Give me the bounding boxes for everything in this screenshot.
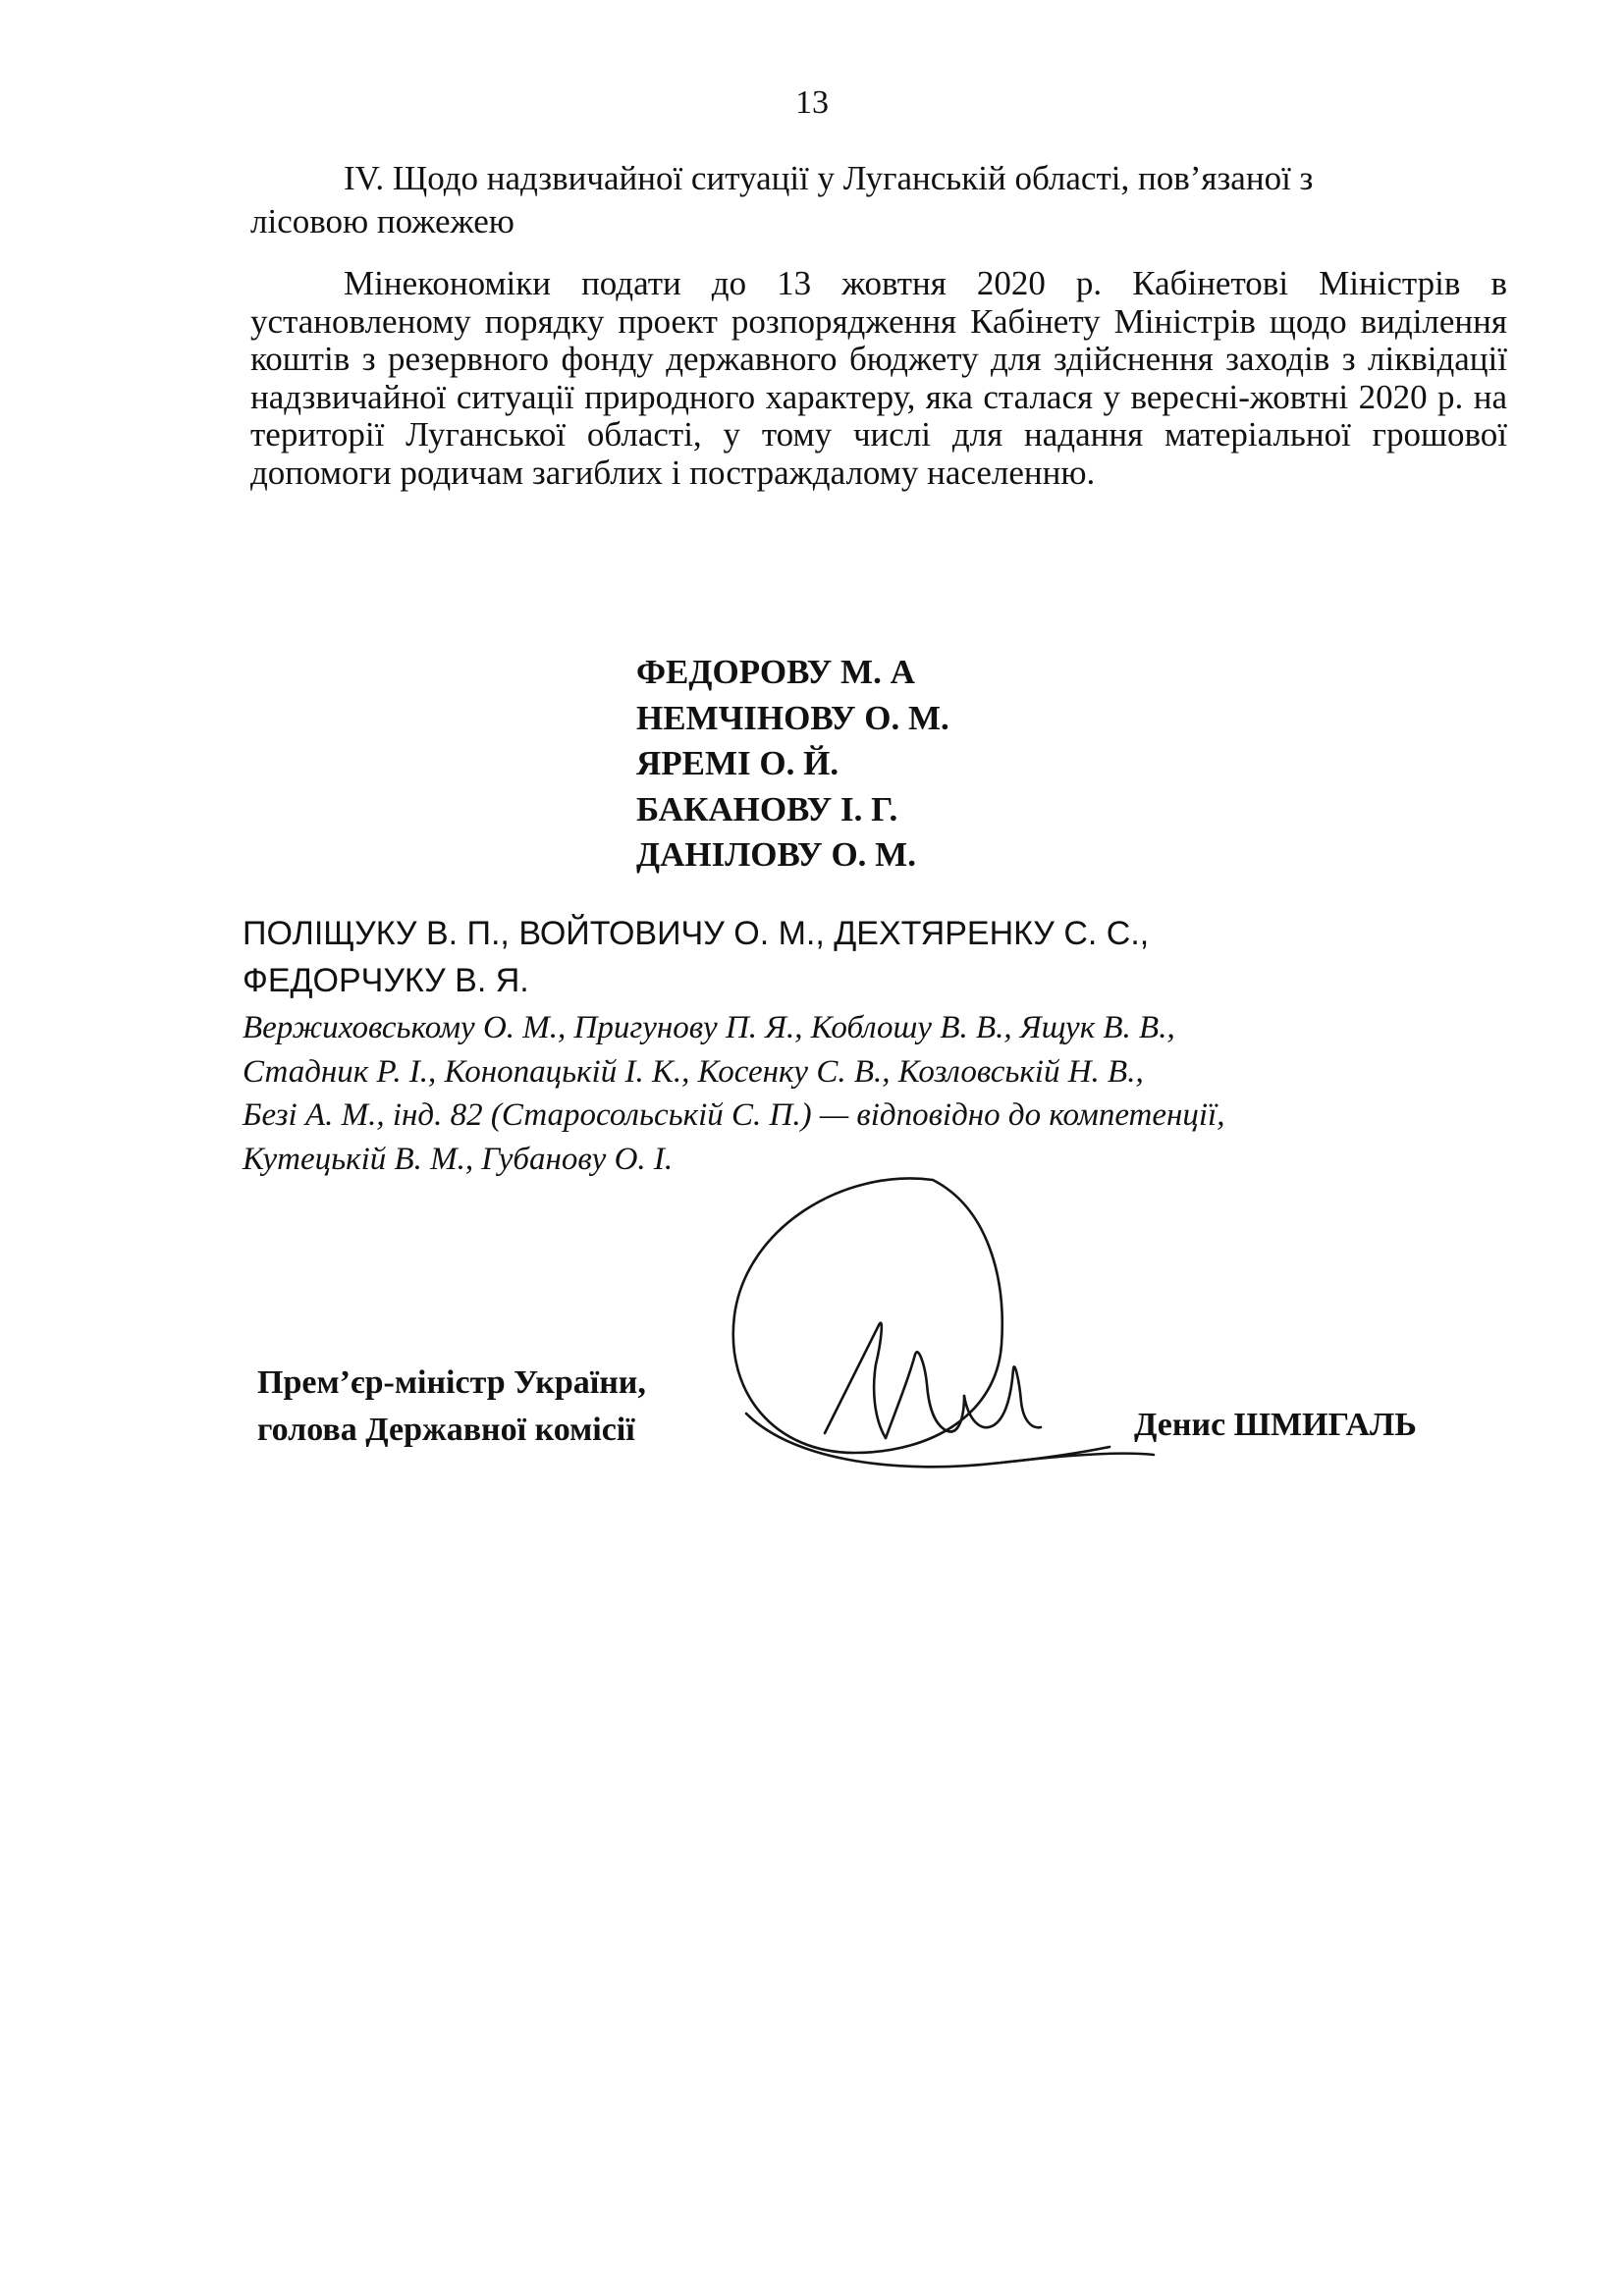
info-recipients-line: Вержиховському О. М., Пригунову П. Я., Коблошу В. В., Ящук В. В., bbox=[243, 1010, 1175, 1045]
copy-recipients-line: ФЕДОРЧУКУ В. Я. bbox=[243, 962, 529, 999]
signatory-title-line: голова Державної комісії bbox=[257, 1412, 635, 1448]
section-heading-line1: IV. Щодо надзвичайної ситуації у Луганській області, пов’язаної з bbox=[344, 159, 1314, 197]
section-heading-line2: лісовою пожежею bbox=[250, 202, 514, 240]
info-recipients-line: Кутецькій В. М., Губанову О. І. bbox=[243, 1141, 674, 1177]
addressee: ФЕДОРОВУ М. А bbox=[636, 653, 915, 691]
info-recipients bbox=[243, 1006, 1224, 1181]
addressee: ДАНІЛОВУ О. М. bbox=[636, 835, 916, 874]
handwritten-signature bbox=[707, 1168, 1159, 1502]
addressee: БАКАНОВУ І. Г. bbox=[636, 789, 898, 828]
signatory-title bbox=[257, 1360, 646, 1454]
info-recipients-line: Безі А. М., інд. 82 (Старосольській С. П.) — відповідно до компетенції, bbox=[243, 1097, 1225, 1133]
addressee: ЯРЕМІ О. Й. bbox=[636, 744, 839, 782]
body-paragraph: Мінекономіки подати до 13 жовтня 2020 р. Кабінетові Міністрів в установленому порядку проект розпорядження Кабінету Міністрів щодо виділення коштів з резервного фонду державного бюджету для здійснення заходів з ліквідації надзвичайної ситуації природного характеру, яка сталася у вересні-жовтні 2020 р. на території Луганської області, у тому числі для надання матеріальної грошової допомоги родичам загиблих і постраждалому населенню. bbox=[250, 264, 1507, 492]
copy-recipients-line: ПОЛІЩУКУ В. П., ВОЙТОВИЧУ О. М., ДЕХТЯРЕНКУ С. С., bbox=[243, 915, 1150, 952]
signatory-name: Денис ШМИГАЛЬ bbox=[1134, 1407, 1417, 1443]
signatory-title-line: Прем’єр-міністр України, bbox=[257, 1364, 646, 1401]
page-number: 13 bbox=[795, 84, 829, 121]
addressee: НЕМЧІНОВУ О. М. bbox=[636, 698, 949, 737]
section-heading bbox=[250, 157, 1507, 243]
copy-recipients bbox=[243, 910, 1149, 1004]
addressees-bold bbox=[636, 650, 949, 879]
info-recipients-line: Стадник Р. І., Конопацькій І. К., Косенку С. В., Козловській Н. В., bbox=[243, 1053, 1144, 1090]
